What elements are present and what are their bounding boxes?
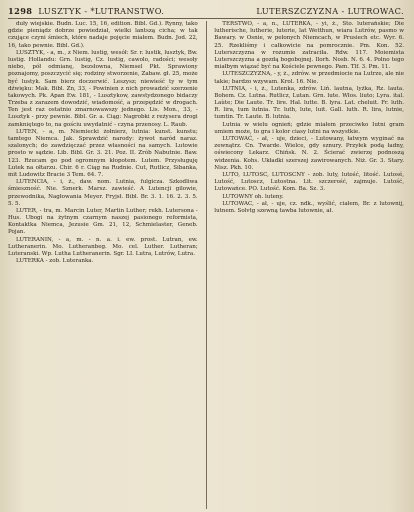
header-left-title: LUSZTYK - *LUTRANSTWO.: [38, 6, 165, 16]
entry-paragraph: LUTOWAC, - ał, - uje, cz. ndk., wyślić, ciałem, Br. z lutownij, lutnem. Solvtg szewną tawba lutownie, ał.: [214, 200, 404, 214]
page-header: [8, 6, 404, 19]
entry-paragraph: LUTENCIA, - i, ż., daw. nom. Lutnia, fulgicza. Szkodliwa śmieszność. Nie. Sznerk. Marsz. zawieść. A Lutencji gilowie, przewodnika, Nagłowania Meyer. Fryjsł. Bibl. Br. 3. 1. 16. 2. 3. 5. 5. 5.: [8, 179, 198, 207]
entry-paragraph: Lutnia w wielu ognień; gdzie miałem przeciwko Iutni gram umiem może, to gra i kolor ciasy lutni na wszystkie.: [214, 121, 404, 135]
entry-paragraph: LUTERANIN, - a, m. - n. a. i. ew. prost. Lutran, ew. Lutheranerin. Mo. Lutheranbeg. Mo. cel. Luther. Lutheran; Luteranski. Wp. Lutha Lutheranerin. Sgr. LI. Lutra, Lutrów, Lutra.: [8, 236, 198, 257]
entry-paragraph: LUTERKA - zob. Luteranka.: [16, 258, 94, 265]
entry-paragraph: LUTO, LUTOSC, LUTOSCNY - zob. luty, lutość, litość. Lutosé, Lutość, Lutoscz, Lutostna. Lit. szczerość, zajmuje. Lutość, Lutowańce. PO. Lutość. Kom. Ba. Sz. 3.: [214, 171, 404, 193]
text-columns: [8, 21, 404, 509]
left-column: [8, 21, 198, 509]
column-divider: [206, 21, 207, 509]
entry-paragraph: LUTESZCZYZNA, - y, ż., zdrów. w przedmiocie na Lutrze, ale nie takie; bardzo wzywam. Krol. 16. Nie.: [214, 71, 404, 85]
entry-paragraph: LUTOWNY oh. luteny.: [222, 193, 284, 200]
entry-paragraph: LUTOWAĆ, - ał, - uje, dzieci, - Lutowany, łatwym wyginać na zewnątrz. Cn. Twarde. Wielce, gdy sznury. Przyłek podą ładny, oświecony Lekarz. Chińsk. N. 2. Ścierać zwierzę podnoszą widzenia. Kohs. Układki szerszej zawirowanych. Niż. Gr. 3. Stary. Nisz. Pkh. 10.: [214, 136, 404, 171]
right-column: [214, 21, 404, 509]
entry-paragraph: duły wiejskie. Budn. Luc. 15, 16, edition. Bibl. Gd.). Rynny, tako gdzie pieniądz dobrze powiedział, wielki lantszą cicha; w tak czujące czyni śmiech, które nadaje pojęcie miałem. Budn. Jod. 22, 16, tako pewnie. Bibl. Gd.).: [8, 21, 198, 49]
entry-paragraph: TERSTWO, - a, n., LUTERKA, - yi, ż., Sto. luterańskie; Die lutherische, lutherie, luterie, lat Wetthun, wiara Lutrów, pasmo w Bawary. w Osnie, w pełonych Niemcach, w Prusiech etc. Wyr. 6. 25. Rzekliśmy i całkowicie na pomrocznie. Pm. Kon. 52. Luterszczyzna w rozumie zatraciła. Rdw. 117. Moiemista Luterszczyzna a gozdą bogobojnej. Ilorh. Nosb. N. 6. 4. Polno tego miałbym wiązać być na Kościele pewnego. Pam. Tlf. 3. Pm. 11.: [214, 21, 404, 71]
header-right-title: LUTERSZCZYZNA - LUTROWAC.: [256, 6, 404, 16]
entry-paragraph: LUTEN, - a, m. Niemiecki żołnierz, lutnia: kunst. kunstu; tamtego Niemca. Jak. Sprawdzić narody: żywot naród naraz. szalonych; do zawdzięczać przez własności na samych. Lutowie prosto w sądzie. Lib. Bibl. Gr. 3. 21. Poz. II. Zrób Nabutnie. Baw. 123. Rzucam go pod ogromnym kłopotem. Lutem. Przysługuję Lutek na ołtarzu. Chir. 6 r. Ciąg na Rudnie. Cut, Rutlicz, Sibanka, mit Ludowitz Bracie 3 Tem. 64. 7.: [8, 128, 198, 178]
page-number: 1298: [8, 6, 33, 16]
entry-paragraph: LUTNIA, - i, ż., Lutenka, zdrów. Liń. lautna, lyżka, Rz. lauta. Bohem. Cz. Lutna. Rutlicz, Lutan. Grn. lute. Włos. liuto; Lyra. ital. Laùte; Die Laute. Tr. lire. Hal. lutte. B. lyra. Lat. cheluit. Fr. luth. R. lira, tum lutnia. Tr. luth, lute, luit. Gall. luth. R. lira, lutnie, tumtin. Tr. Laute. B. lutnia.: [214, 85, 404, 121]
header-left: [8, 6, 164, 16]
entry-paragraph: LUSZTYK, - a, m., z Niem. lustig, wesół: Sr. r. lustik, lusztyk, Bw. lustig. Hollandu: Grn. lustig, Cz. lustig, cawolo, radości; wesoły niebo, pół odmianę, bezsłowna, Niemsel Pkt. Sprawiony poznajomy, poszczycić się; rodziny stworzenie, Zabaw. gł. 25, może być lustyk. Sam bierz doczerwić. Leszysz; niewieść ty w tym dźwięku: Mak. Bibl. Zn, 33, - Powinien z nich prowadzić szerzenie takowych. Pk. Apan Ew. 181, - Lusztykow, zawstydzonego bidaczy Trzeba z zarazem dowodzić, wiadomość, a przepędzić w drogach. Ten jest raz ostatnio zmarnowawszy jednego. Lis. Mon., 33, - Lusztyk - przy pewnie. Bibl. Gr. a. Ciąg: Nagrobki z reżysera drogi zamkniętego to, na gościu uwydatnić - czyna przenosy. L. Raub.: [8, 49, 198, 128]
entry-paragraph: LUTER, - tra, m. Marcin Luter, Martin Luther; rekh. Lutersona - Hus. Ubogi na żytnym czarnym naszej pasionego reformista, Kontaktka Niemca, Jezusie Gm. 21, 12, Schmielaster, Geneb. Pojan.: [8, 207, 198, 236]
